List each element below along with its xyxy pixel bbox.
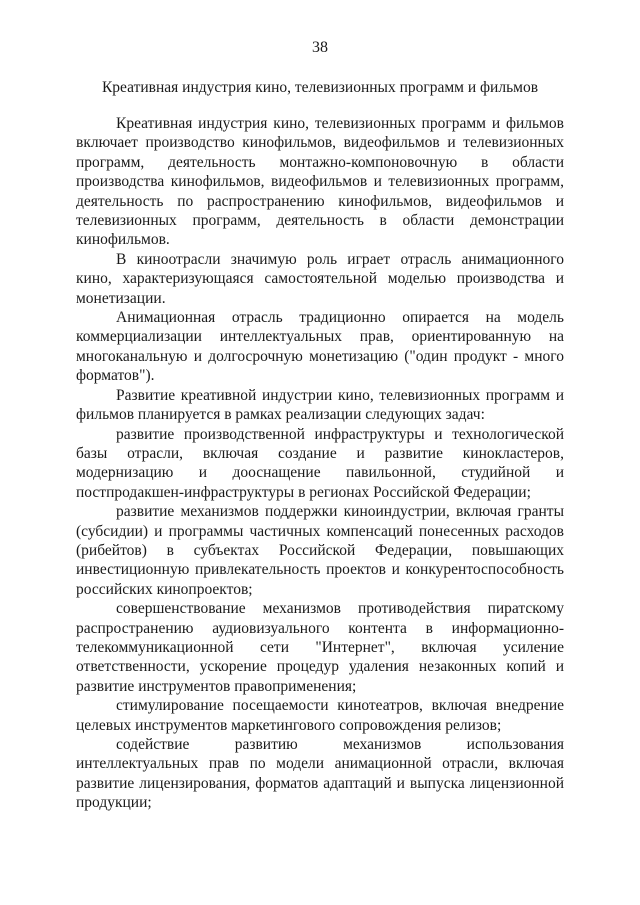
task-item-infrastructure: развитие производственной инфраструктуры и технологической базы отрасли, включая создание и развитие кинокластеров, модернизацию и дооснащение павильонной, студийной и постпродакшен-инфраструктуры в регионах Российской Федерации; (76, 425, 564, 501)
paragraph-animation-role: В киноотрасли значимую роль играет отрасль анимационного кино, характеризующаяся самостоятельной моделью производства и монетизации. (76, 250, 564, 307)
task-item-cinema-attendance: стимулирование посещаемости кинотеатров, включая внедрение целевых инструментов маркетингового сопровождения релизов; (76, 697, 564, 734)
page-number: 38 (312, 39, 328, 56)
section-heading: Креативная индустрия кино, телевизионных программ и фильмов (101, 79, 539, 96)
paragraph-tasks-intro: Развитие креативной индустрии кино, телевизионных программ и фильмов планируется в рамках реализации следующих задач: (76, 386, 564, 424)
task-item-anti-piracy: совершенствование механизмов противодействия пиратскому распространению аудиовизуального контента в информационно-телекоммуникационной сети "Интернет", включая усиление ответственности, ускорение процедур удаления незаконных копий и развитие инструментов правоприменения; (76, 600, 564, 695)
task-item-ip-licensing: содействие развитию механизмов использования интеллектуальных прав по модели анимационной отрасли, включая развитие лицензирования, форматов адаптаций и выпуска лицензионной продукции; (76, 736, 564, 812)
task-item-support-mechanisms: развитие механизмов поддержки киноиндустрии, включая гранты (субсидии) и программы частичных компенсаций понесенных расходов (рибейтов) в субъектах Российской Федерации, повышающих инвестиционную привлекательность проектов и конкурентоспособность российских кинопроектов; (76, 503, 564, 598)
paragraph-animation-model: Анимационная отрасль традиционно опирается на модель коммерциализации интеллектуальных прав, ориентированную на многоканальную и долгосрочную монетизацию ("один продукт - много форматов"). (76, 309, 564, 385)
body-text (76, 114, 564, 813)
paragraph-definition: Креативная индустрия кино, телевизионных программ и фильмов включает производство кинофильмов, видеофильмов и телевизионных программ, деятельность монтажно-компоновочную в области производства кинофильмов, видеофильмов и телевизионных программ, деятельность по распространению кинофильмов, видеофильмов и телевизионных программ, деятельность в области демонстрации кинофильмов. (76, 115, 564, 249)
